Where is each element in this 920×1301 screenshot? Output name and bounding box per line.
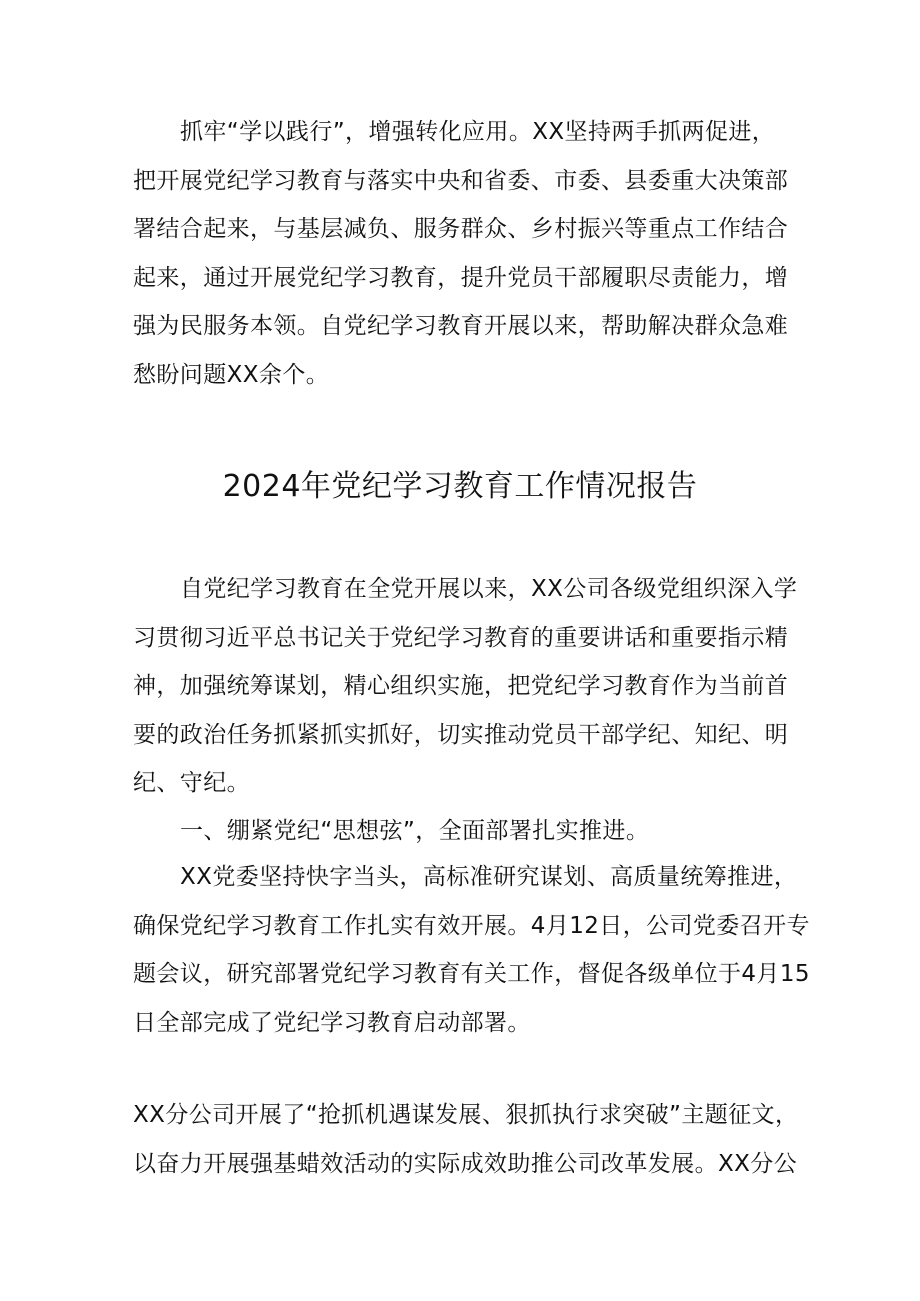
document-title: 2024年党纪学习教育工作情况报告 bbox=[222, 469, 698, 504]
intro-line: 把开展党纪学习教育与落实中央和省委、市委、县委重大决策部 bbox=[133, 168, 789, 194]
paragraph-line: XX分公司开展了“抢抓机遇谋发展、狠抓执行求突破”主题征文， bbox=[133, 1102, 799, 1128]
intro-line: 强为民服务本领。自党纪学习教育开展以来，帮助解决群众急难 bbox=[133, 313, 789, 339]
intro-line: 署结合起来，与基层减负、服务群众、乡村振兴等重点工作结合 bbox=[133, 216, 789, 242]
paragraph-line: 自党纪学习教育在全党开展以来，XX公司各级党组织深入学 bbox=[180, 576, 798, 602]
paragraph-line: XX党委坚持快字当头，高标准研究谋划、高质量统筹推进， bbox=[180, 864, 798, 890]
paragraph-line: 要的政治任务抓紧抓实抓好，切实推动党员干部学纪、知纪、明 bbox=[133, 722, 789, 748]
intro-line: 起来，通过开展党纪学习教育，提升党员干部履职尽责能力，增 bbox=[133, 265, 789, 291]
paragraph-line: 纪、守纪。 bbox=[133, 770, 250, 796]
paragraph-line: 确保党纪学习教育工作扎实有效开展。4月12日，公司党委召开专 bbox=[133, 913, 810, 939]
paragraph-line: 习贯彻习近平总书记关于党纪学习教育的重要讲话和重要指示精 bbox=[133, 625, 789, 651]
paragraph-line: 神，加强统筹谋划，精心组织实施，把党纪学习教育作为当前首 bbox=[133, 673, 789, 699]
intro-line: 抓牢“学以践行”，增强转化应用。XX坚持两手抓两促进， bbox=[180, 119, 776, 145]
intro-line: 愁盼问题XX余个。 bbox=[133, 362, 330, 388]
section-heading: 一、绷紧党纪“思想弦”，全面部署扎实推进。 bbox=[180, 818, 650, 844]
paragraph-line: 题会议，研究部署党纪学习教育有关工作，督促各级单位于4月15 bbox=[133, 961, 810, 987]
paragraph-line: 以奋力开展强基蜡效活动的实际成效助推公司改革发展。XX分公 bbox=[133, 1151, 798, 1177]
paragraph-line: 日全部完成了党纪学习教育启动部署。 bbox=[133, 1010, 531, 1036]
